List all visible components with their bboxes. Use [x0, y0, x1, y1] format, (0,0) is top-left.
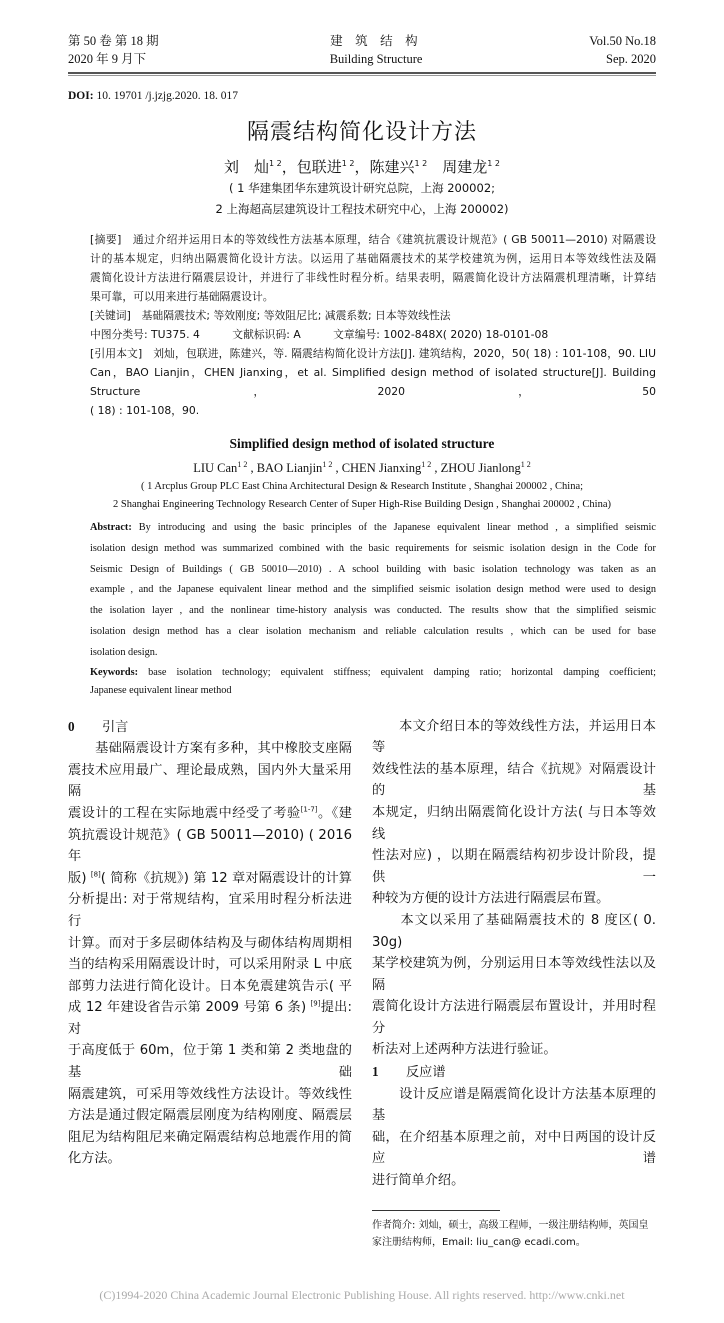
author-affiliation-marker: 1 2 — [268, 159, 282, 168]
text-line — [90, 664, 656, 682]
date-en: Sep. 2020 — [606, 52, 656, 66]
body-left-text — [68, 738, 352, 1170]
body-right-column — [372, 716, 656, 1251]
author-affiliation-marker: 1 2 — [237, 459, 248, 469]
text-line: 震技术应用最广、理论最成熟，国内外大量采用隔 — [68, 762, 352, 800]
body-right-text — [372, 716, 656, 1062]
text-line: 设计反应谱是隔震简化设计方法基本原理的基 — [372, 1086, 656, 1124]
text-line: 震简化设计方法进行隔震层布置设计，并用时程分 — [372, 999, 656, 1036]
abstract-text: By introducing and using the basic principles of the Japanese equivalent linear method , a simplified seismic — [131, 522, 656, 533]
text-line: Japanese equivalent linear method — [90, 684, 232, 696]
author-name: LIU Can — [193, 461, 238, 475]
author-name: 包联进 — [296, 158, 342, 176]
journal-name-cn: 建 筑 结 构 — [330, 33, 418, 48]
text-line: 方法是通过假定隔震层刚度为结构刚度、隔震层 — [68, 1108, 352, 1124]
footnote-rule — [372, 1210, 500, 1211]
doi-label: DOI: — [68, 90, 94, 102]
section-title: 引言 — [102, 719, 129, 735]
doi-value: 10. 19701 /j.jzjg.2020. 18. 017 — [93, 90, 238, 102]
text-line: example , and the Japanese equivalent linear method and the simplified seismic isolation design method were used to design — [90, 584, 656, 596]
running-header-row-2 — [68, 50, 656, 68]
text-line: 础，在介绍基本原理之前，对中日两国的设计反应谱 — [372, 1129, 656, 1167]
text-line: 于高度低于 60m，位于第 1 类和第 2 类地盘的基础 — [68, 1043, 352, 1081]
text-line: 筑抗震设计规范》( GB 50011—2010) ( 2016 年 — [68, 827, 352, 865]
section-heading-0 — [68, 716, 352, 739]
abstract-label: Abstract: — [90, 522, 132, 533]
text-line: 进行简单介绍。 — [372, 1173, 465, 1189]
issue-volume: 第 50 卷 第 18 期 — [68, 34, 159, 48]
text-line: Can，BAO Lianjin，CHEN Jianxing，et al. Simplified design method of isolated structure[J]. Building Structure，2020，50 — [90, 366, 656, 398]
text-line: 某学校建筑为例，分别运用日本等效线性法以及隔 — [372, 956, 656, 993]
text-line: 当的结构采用隔震设计时，可以采用附录 L 中底 — [68, 957, 352, 973]
author-name: 陈建兴 — [369, 158, 415, 176]
text-line: [引用本文] 刘灿，包联进，陈建兴，等. 隔震结构简化设计方法[J]. 建筑结构，2020，50( 18) : 101-108，90. LIU — [90, 347, 656, 360]
header-rule-thin — [68, 75, 656, 76]
affiliation-1: ( 1 华建集团华东建筑设计研究总院，上海 200002; — [228, 181, 496, 195]
author-separator — [427, 158, 442, 176]
section-number: 1 — [372, 1064, 379, 1080]
body-right-text-2 — [372, 1084, 656, 1192]
section-number: 0 — [68, 718, 75, 734]
text-line: [关键词] 基础隔震技术; 等效刚度; 等效阻尼比; 减震系数; 日本等效线性法 — [90, 309, 451, 322]
author-affiliation-marker: 1 2 — [487, 159, 501, 168]
text-line: the isolation layer , and the nonlinear time-history analysis was conducted. The results show that the simplified seismic — [90, 605, 656, 617]
keywords-text: base isolation technology; equivalent stiffness; equivalent damping ratio; horizontal damping coefficient; — [138, 666, 656, 678]
text-line: 阻尼为结构阻尼来确定隔震结构总地震作用的简 — [68, 1129, 352, 1145]
en-affiliation-2: 2 Shanghai Engineering Technology Research Center of Super High-Rise Building Design , Shanghai 200002 , China) — [112, 499, 612, 510]
author-separator: , — [247, 461, 257, 475]
author-bio — [372, 1217, 656, 1251]
issue-date: 2020 年 9 月下 — [68, 52, 147, 66]
text-line: 本规定，归纳出隔震简化设计方法( 与日本等效线 — [372, 804, 656, 842]
text-line: [摘要] 通过介绍并运用日本的等效线性方法基本原理，结合《建筑抗震设计规范》( GB 50011—2010) 对隔震设 — [90, 233, 656, 246]
author-affiliation-marker: 1 2 — [414, 159, 428, 168]
text-line: 性法对应) ，以期在隔震结构初步设计阶段，提供一 — [372, 848, 656, 885]
en-abstract — [68, 518, 656, 700]
en-affiliation-1: ( 1 Arcplus Group PLC East China Architectural Design & Research Institute , Shanghai 200002 , China; — [140, 481, 584, 492]
text-line: 本文介绍日本的等效线性方法，并运用日本等 — [372, 718, 656, 756]
cn-abstract — [68, 230, 656, 420]
text-line: 中图分类号: TU375. 4 文献标识码: A 文章编号: 1002-848X( 2020) 18-0101-08 — [90, 328, 549, 341]
text-line: 种较为方便的设计方法进行隔震层布置。 — [372, 891, 610, 907]
author-separator: , — [431, 461, 441, 475]
text-line: 计的基本规定，归纳出隔震简化设计方法。以运用了基础隔震技术的某学校建筑为例，运用日本等效线性法及隔 — [90, 252, 656, 265]
text-line: 部剪力法进行简化设计。日本免震建筑告示( 平 — [68, 978, 352, 994]
text-line: 果可靠，可以用来进行基础隔震设计。 — [90, 290, 274, 303]
volume-en: Vol.50 No.18 — [589, 34, 656, 48]
author-affiliation-marker: 1 2 — [322, 459, 333, 469]
text-line: isolation design method has a clear isolation mechanism and reliable calculation results , which can be used for base — [90, 625, 656, 637]
doi — [68, 88, 656, 104]
text-line: 分析提出: 对于常规结构，宜采用时程分析法进行 — [68, 892, 352, 929]
author-name: ZHOU Jianlong — [440, 461, 521, 475]
journal-name-en: Building Structure — [329, 52, 423, 66]
section-title: 反应谱 — [406, 1065, 446, 1081]
copyright-notice: (C)1994-2020 China Academic Journal Electronic Publishing House. All rights reserved. http://www.cnki.net — [99, 1287, 625, 1302]
author-separator: ， — [354, 158, 370, 176]
citation-marker: [8] — [90, 870, 101, 879]
author-name: 刘 灿 — [223, 158, 269, 176]
running-header-row-1 — [68, 32, 656, 50]
text-line: ( 18) : 101-108，90. — [90, 404, 200, 417]
author-bio-line: 作者简介: 刘灿，硕士，高级工程师，一级注册结构师，英国皇 — [372, 1219, 649, 1231]
author-name: 周建龙 — [442, 158, 488, 176]
text-line: 版) [8]( 简称《抗规》) 第 12 章对隔震设计的计算 — [68, 870, 352, 886]
text-line — [90, 518, 656, 539]
author-list — [68, 156, 656, 178]
author-name: CHEN Jianxing — [341, 461, 422, 475]
keywords-label: Keywords: — [90, 666, 139, 678]
affiliation-2: 2 上海超高层建筑设计工程技术研究中心，上海 200002) — [215, 202, 509, 216]
body-columns — [68, 716, 656, 1251]
citation-marker: [1-7] — [300, 805, 318, 814]
page-title: 隔震结构简化设计方法 — [246, 120, 477, 145]
header-rule — [68, 72, 656, 74]
author-separator: ， — [281, 158, 297, 176]
citation-marker: [9] — [310, 999, 321, 1008]
text-line: 本文以采用了基础隔震技术的 8 度区( 0. 30g) — [372, 912, 656, 950]
text-line: Seismic Design of Buildings ( GB 50010—2010) . A school building with basic isolation technology was taken as an — [90, 563, 656, 575]
section-heading-1 — [372, 1061, 656, 1084]
text-line: 成 12 年建设省告示第 2009 号第 6 条) [9]提出: 对 — [68, 999, 352, 1037]
text-line: isolation design. — [90, 646, 158, 658]
text-line: 震简化设计方法进行隔震层设计，并进行了非线性时程分析。结果表明，隔震简化设计方法隔震机理清晰，计算结 — [90, 271, 656, 284]
text-line: 震设计的工程在实际地震中经受了考验[1-7]。《建 — [68, 805, 352, 821]
author-name: BAO Lianjin — [256, 461, 323, 475]
en-author-list — [68, 458, 656, 478]
text-line: 析法对上述两种方法进行验证。 — [372, 1042, 557, 1058]
text-line: 隔震建筑，可采用等效线性方法设计。等效线性 — [68, 1086, 352, 1102]
author-separator: , — [332, 461, 342, 475]
author-bio-line: 家注册结构师，Email: liu_can@ ecadi.com。 — [372, 1236, 586, 1248]
en-title: Simplified design method of isolated structure — [229, 436, 495, 451]
text-line: isolation design method was summarized combined with the basic requirements for seismic isolation design in the Code for — [90, 542, 656, 554]
text-line: 效线性法的基本原理，结合《抗规》对隔震设计的基 — [372, 761, 656, 799]
text-line: 化方法。 — [68, 1151, 121, 1167]
text-line: 基础隔震设计方案有多种，其中橡胶支座隔 — [68, 741, 352, 757]
author-affiliation-marker: 1 2 — [520, 459, 531, 469]
author-affiliation-marker: 1 2 — [341, 159, 355, 168]
body-left-column — [68, 716, 352, 1251]
text-line: 计算。而对于多层砌体结构及与砌体结构周期相 — [68, 935, 352, 951]
author-affiliation-marker: 1 2 — [421, 459, 432, 469]
